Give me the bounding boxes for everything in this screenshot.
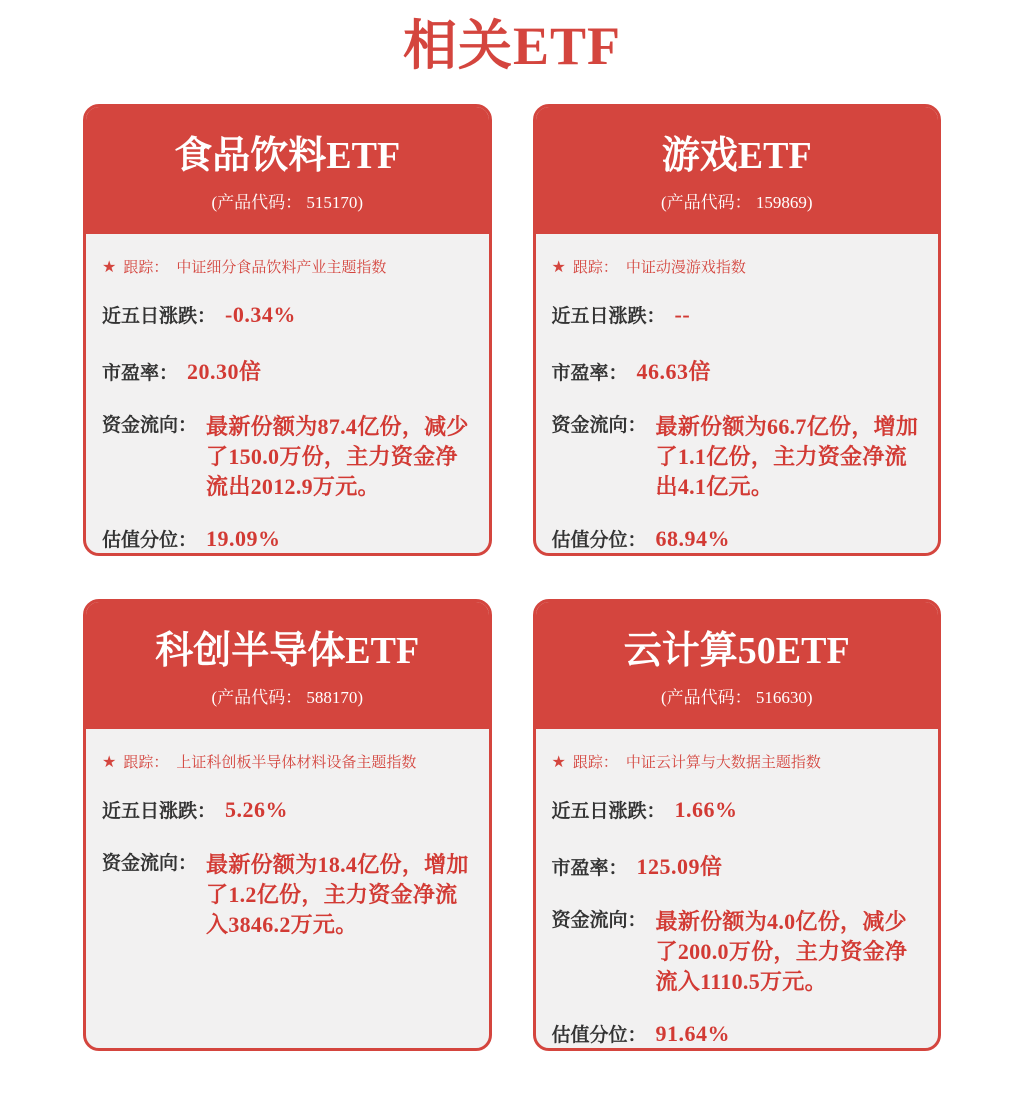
card-body [86,729,489,1048]
five-day-change-row [552,797,923,826]
valuation-percentile-row [552,1021,923,1050]
etf-product-code: (产品代码： 159869) [660,193,813,212]
fund-flow-label: 资金流向： [102,415,198,436]
etf-card-cloud-computing [533,599,942,1051]
etf-name: 食品饮料ETF [174,135,401,177]
five-day-change-value: 1.66% [674,797,738,822]
five-day-change-value: 5.26% [225,797,289,822]
star-icon: ★ [102,754,117,771]
track-index-row [552,258,923,278]
track-label: 跟踪： [572,754,618,771]
etf-name: 游戏ETF [661,135,812,177]
card-header [86,602,489,729]
pe-ratio-value: 125.09倍 [636,854,723,879]
track-label: 跟踪： [572,259,618,276]
five-day-change-label: 近五日涨跌： [102,801,217,822]
card-header [536,602,939,729]
page-title: 相关ETF [402,16,622,76]
track-index-value: 上证科创板半导体材料设备主题指数 [176,754,417,771]
star-icon: ★ [551,754,566,771]
fund-flow-value: 最新份额为4.0亿份，减少了200.0万份，主力资金净流入1110.5万元。 [655,909,908,994]
valuation-percentile-row [552,526,923,555]
etf-name: 科创半导体ETF [155,630,420,672]
valuation-percentile-row [102,526,473,555]
five-day-change-row [102,797,473,826]
etf-product-code: (产品代码： 515170) [211,193,364,212]
track-index-row [102,753,473,773]
fund-flow-row [552,412,923,502]
five-day-change-row [552,302,923,331]
etf-card-game [533,104,942,556]
pe-ratio-label: 市盈率： [551,858,628,879]
five-day-change-label: 近五日涨跌： [551,801,666,822]
pe-ratio-row [102,355,473,388]
five-day-change-row [102,302,473,331]
etf-card-star-semiconductor [83,599,492,1051]
fund-flow-label: 资金流向： [102,853,198,874]
fund-flow-row [552,907,923,997]
pe-ratio-label: 市盈率： [102,363,179,384]
pe-ratio-value: 20.30倍 [187,359,262,384]
five-day-change-value: -- [674,302,691,327]
card-body [86,234,489,555]
star-icon: ★ [102,259,117,276]
valuation-percentile-label: 估值分位： [551,1025,647,1046]
track-label: 跟踪： [123,754,169,771]
card-header [536,107,939,234]
fund-flow-row [102,850,473,940]
pe-ratio-label: 市盈率： [551,363,628,384]
card-body [536,234,939,555]
card-body [536,729,939,1050]
track-index-value: 中证云计算与大数据主题指数 [625,754,821,771]
valuation-percentile-value: 68.94% [655,526,731,551]
fund-flow-value: 最新份额为18.4亿份，增加了1.2亿份，主力资金净流入3846.2万元。 [206,852,469,937]
fund-flow-row [102,412,473,502]
track-index-value: 中证细分食品饮料产业主题指数 [176,259,387,276]
track-index-row [102,258,473,278]
track-index-value: 中证动漫游戏指数 [625,259,746,276]
etf-card-grid [83,104,941,1051]
card-header [86,107,489,234]
track-label: 跟踪： [123,259,169,276]
track-index-row [552,753,923,773]
fund-flow-value: 最新份额为66.7亿份，增加了1.1亿份，主力资金净流出4.1亿元。 [655,414,919,499]
five-day-change-value: -0.34% [225,302,296,327]
five-day-change-label: 近五日涨跌： [102,306,217,327]
fund-flow-label: 资金流向： [551,910,647,931]
etf-product-code: (产品代码： 588170) [211,688,364,707]
five-day-change-label: 近五日涨跌： [551,306,666,327]
valuation-percentile-label: 估值分位： [102,530,198,551]
etf-name: 云计算50ETF [623,630,850,672]
etf-product-code: (产品代码： 516630) [660,688,813,707]
fund-flow-label: 资金流向： [551,415,647,436]
pe-ratio-value: 46.63倍 [636,359,712,384]
fund-flow-value: 最新份额为87.4亿份，减少了150.0万份，主力资金净流出2012.9万元。 [206,414,469,499]
valuation-percentile-value: 19.09% [206,526,281,551]
valuation-percentile-label: 估值分位： [551,530,647,551]
pe-ratio-row [552,850,923,883]
pe-ratio-row [552,355,923,388]
star-icon: ★ [551,259,566,276]
etf-card-food-beverage [83,104,492,556]
valuation-percentile-value: 91.64% [655,1021,731,1046]
